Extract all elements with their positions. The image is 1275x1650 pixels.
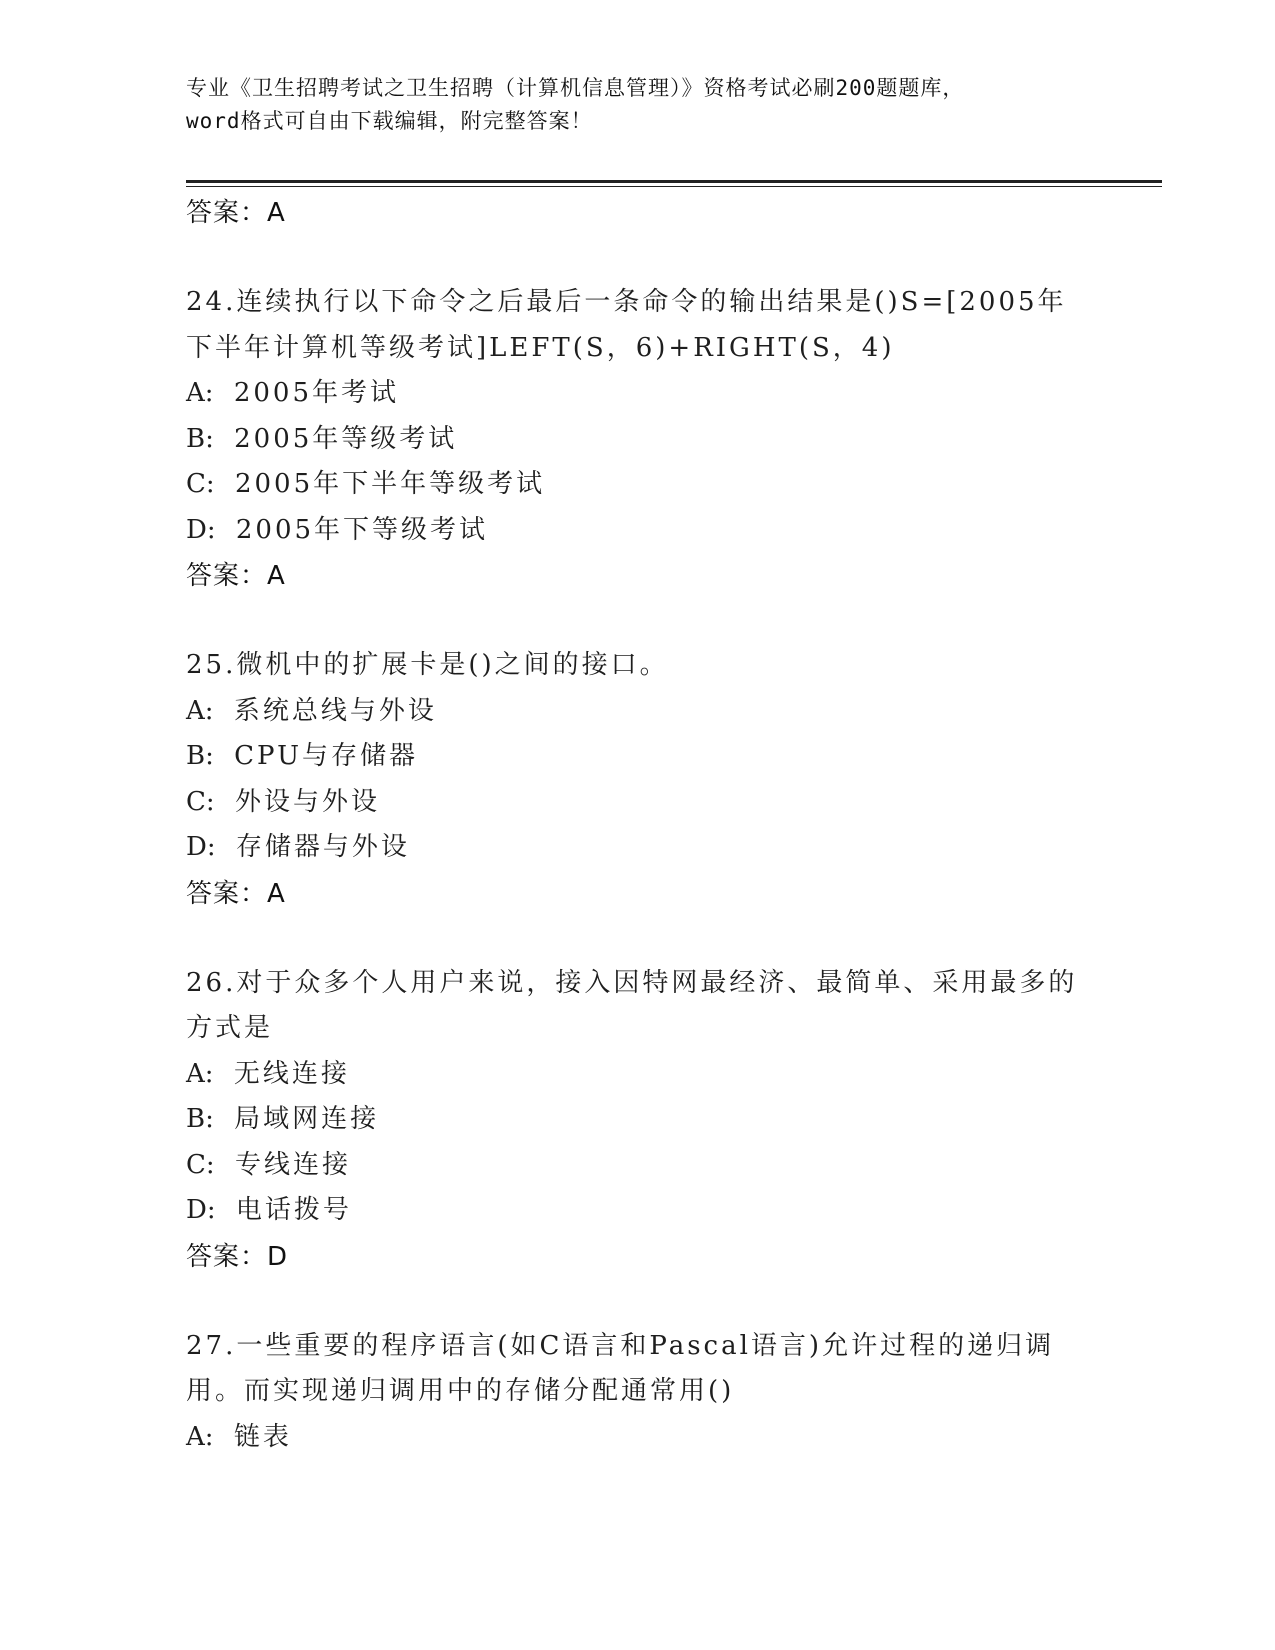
option-text: 专线连接	[234, 1149, 351, 1180]
option-b	[186, 417, 1086, 463]
option-letter: B	[186, 1104, 206, 1134]
question-list	[186, 190, 1086, 1460]
option-letter: C	[186, 469, 206, 499]
option-separator: :	[205, 423, 217, 454]
header-divider-thin	[186, 186, 1162, 187]
option-separator: :	[206, 1195, 219, 1225]
option-text: 系统总线与外设	[233, 695, 437, 726]
option-letter: C	[186, 786, 206, 817]
option-text: 2005年等级考试	[234, 423, 458, 454]
question-26	[186, 961, 1086, 1280]
option-text: 电话拨号	[235, 1195, 352, 1225]
option-text: 局域网连接	[234, 1104, 380, 1134]
option-letter: D	[186, 1195, 207, 1225]
option-separator: :	[204, 1058, 217, 1089]
option-d	[186, 825, 1086, 871]
option-text: 2005年下半年等级考试	[234, 469, 546, 499]
question-text: 25.微机中的扩展卡是()之间的接口。	[186, 650, 669, 680]
option-separator: :	[206, 514, 219, 545]
option-c	[186, 780, 1086, 826]
option-d	[186, 508, 1086, 554]
option-text: 外设与外设	[234, 786, 380, 817]
option-separator: :	[204, 695, 217, 726]
option-text: 链表	[233, 1421, 292, 1452]
option-separator: :	[205, 469, 218, 499]
answer-line: 答案：A	[186, 198, 286, 228]
option-letter: A	[186, 695, 205, 726]
header-line-2: word格式可自由下载编辑，附完整答案！	[186, 109, 593, 133]
option-a	[186, 371, 1086, 417]
option-letter: B	[186, 741, 206, 771]
option-letter: B	[186, 423, 206, 454]
option-letter: D	[186, 514, 207, 545]
document-header	[186, 72, 1086, 138]
option-a	[186, 689, 1086, 735]
question-25	[186, 643, 1086, 917]
option-d	[186, 1188, 1086, 1234]
option-separator: :	[205, 741, 217, 771]
option-separator: :	[206, 832, 219, 862]
option-letter: A	[186, 378, 205, 408]
option-b	[186, 734, 1086, 780]
option-letter: A	[186, 1058, 205, 1089]
option-text: 2005年下等级考试	[235, 514, 489, 545]
option-text: 2005年考试	[233, 378, 399, 408]
question-27	[186, 1324, 1086, 1461]
option-separator: :	[204, 378, 217, 408]
question-text: 27.一些重要的程序语言(如C语言和Pascal语言)允许过程的递归调用。而实现递归调用中的存储分配通常用()	[186, 1330, 1055, 1406]
question-text: 26.对于众多个人用户来说，接入因特网最经济、最简单、采用最多的方式是	[186, 967, 1078, 1043]
question-text: 24.连续执行以下命令之后最后一条命令的输出结果是()S=[2005年下半年计算机等级考试]LEFT(S，6)+RIGHT(S，4)	[186, 287, 1067, 363]
answer-line: 答案：A	[186, 878, 286, 909]
option-separator: :	[205, 1149, 218, 1180]
option-text: CPU与存储器	[234, 741, 418, 771]
answer-line: 答案：D	[186, 1241, 289, 1272]
option-a	[186, 1052, 1086, 1098]
option-c	[186, 1143, 1086, 1189]
question-24	[186, 280, 1086, 599]
option-b	[186, 1097, 1086, 1143]
option-c	[186, 462, 1086, 508]
option-text: 无线连接	[233, 1058, 350, 1089]
header-line-1: 专业《卫生招聘考试之卫生招聘（计算机信息管理）》资格考试必刷200题题库，	[186, 76, 965, 100]
option-separator: :	[205, 1104, 217, 1134]
header-divider-thick	[186, 180, 1162, 183]
answer-line: 答案：A	[186, 561, 286, 591]
option-separator: :	[205, 786, 218, 817]
option-text: 存储器与外设	[235, 832, 410, 862]
option-letter: A	[186, 1421, 205, 1452]
option-a	[186, 1415, 1086, 1461]
option-letter: D	[186, 832, 207, 862]
option-letter: C	[186, 1149, 206, 1180]
option-separator: :	[204, 1421, 217, 1452]
